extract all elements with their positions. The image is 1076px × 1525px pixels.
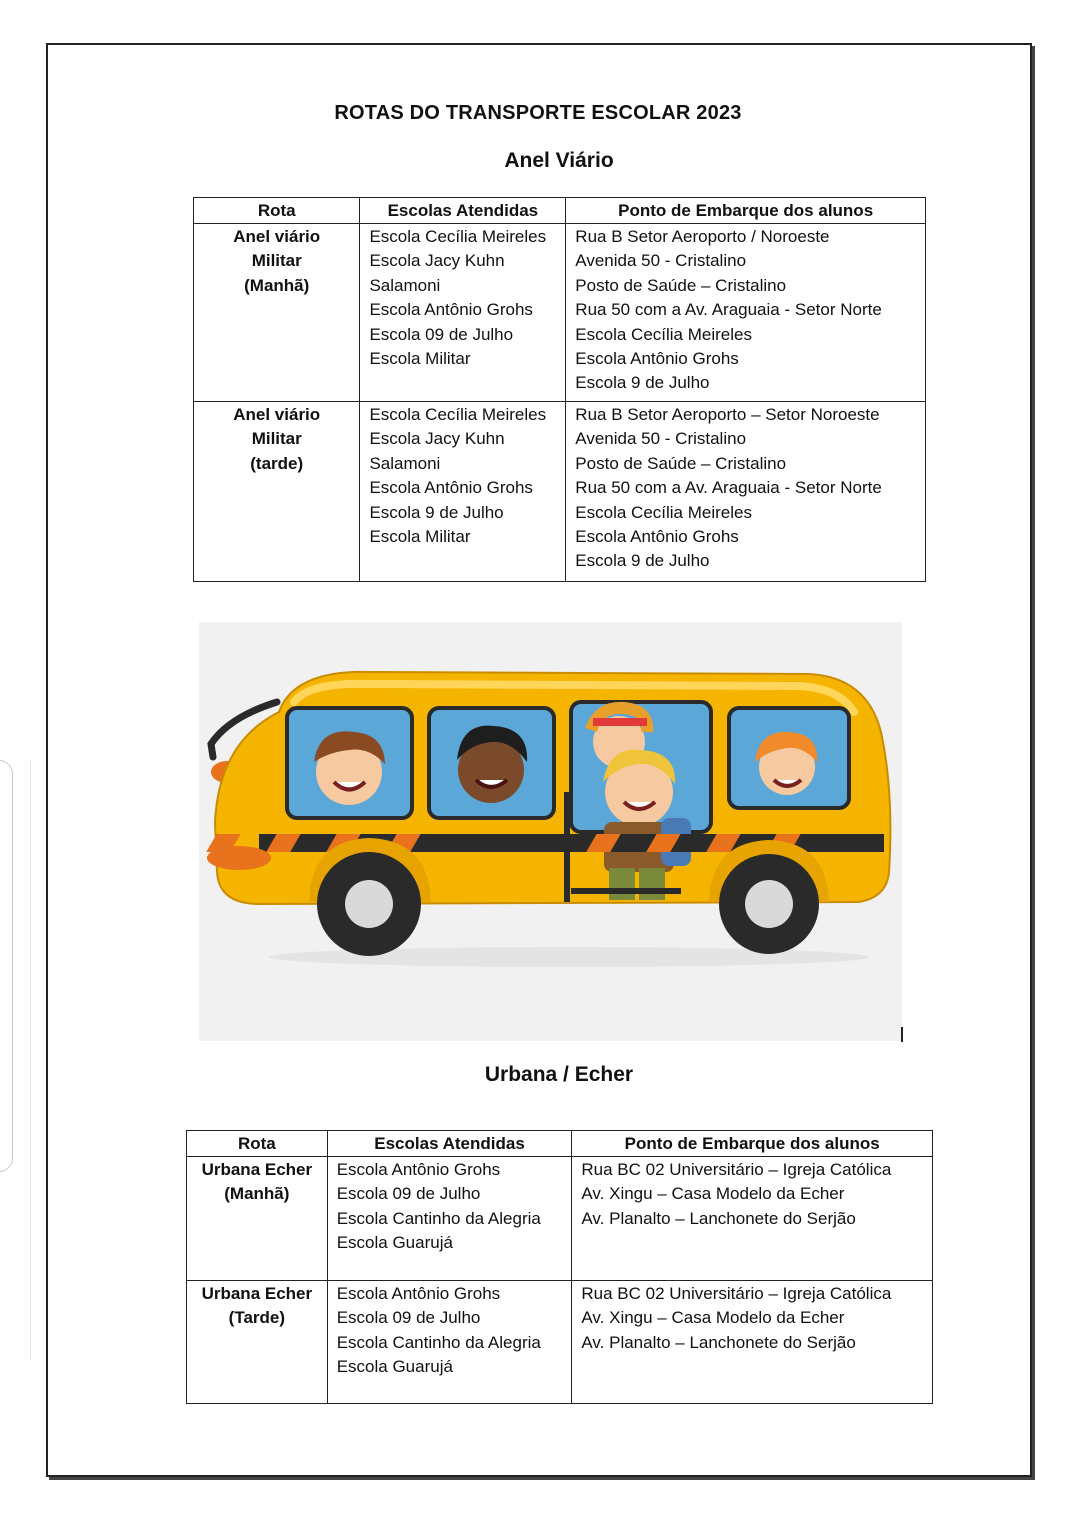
schools-cell [327,1281,572,1404]
school-item: Escola Antônio Grohs [336,1160,501,1179]
school-item: Escola Jacy Kuhn [369,429,505,449]
school-item: Escola Antônio Grohs [369,478,533,498]
stop-item: Rua 50 com a Av. Araguaia - Setor Norte [575,478,882,498]
stop-item: Escola Cecília Meireles [575,502,752,522]
header-escolas: Escolas Atendidas [360,198,566,224]
table-row [194,224,926,402]
stops-cell [572,1157,933,1281]
side-panel-handle[interactable] [0,760,13,1172]
school-item: Salamoni [369,453,441,473]
school-item: Salamoni [369,275,441,295]
route-label: Militar [251,429,302,449]
school-item: Escola Guarujá [336,1357,453,1377]
school-item: Escola Cantinho da Alegria [336,1208,541,1228]
school-item: Escola Antônio Grohs [336,1284,501,1303]
school-item: Escola Jacy Kuhn [369,251,505,271]
routes-table-anel-viario [193,197,926,582]
school-item: Escola Militar [369,349,471,369]
route-cell [187,1281,328,1404]
stop-item: Av. Planalto – Lanchonete do Serjão [581,1332,856,1352]
header-escolas: Escolas Atendidas [327,1131,572,1157]
stop-item: Escola Cecília Meireles [575,324,752,344]
school-bus-icon [199,622,902,1041]
stops-cell [566,224,926,402]
stop-item: Escola 9 de Julho [575,373,710,393]
stop-item: Rua B Setor Aeroporto / Noroeste [575,227,830,246]
header-ponto-embarque: Ponto de Embarque dos alunos [572,1131,933,1157]
table-header-row [187,1131,933,1157]
header-rota: Rota [187,1131,328,1157]
route-cell [194,224,360,402]
school-item: Escola 09 de Julho [369,324,514,344]
schools-cell [360,402,566,582]
route-label: (Manhã) [224,1184,290,1204]
routes-table-urbana-echer [186,1130,933,1404]
stray-mark [901,1027,903,1042]
stop-item: Rua 50 com a Av. Araguaia - Setor Norte [575,300,882,320]
section-title-anel-viario: Anel Viário [504,149,614,172]
stop-item: Av. Xingu – Casa Modelo da Echer [581,1184,845,1204]
stop-item: Rua BC 02 Universitário – Igreja Católica [581,1160,892,1179]
stop-item: Escola Antônio Grohs [575,527,739,547]
school-item: Escola Antônio Grohs [369,300,533,320]
school-item: Escola Militar [369,527,471,547]
route-label: Urbana Echer [201,1160,313,1179]
table-header-row [194,198,926,224]
stops-cell [566,402,926,582]
stop-item: Av. Xingu – Casa Modelo da Echer [581,1308,845,1328]
stop-item: Rua BC 02 Universitário – Igreja Católica [581,1284,892,1303]
table-row [187,1157,933,1281]
school-item: Escola Cecília Meireles [369,227,547,246]
school-bus-illustration [199,622,902,1041]
table-row [187,1281,933,1404]
stops-cell [572,1281,933,1404]
header-rota: Rota [194,198,360,224]
route-label: (Tarde) [228,1308,286,1328]
route-cell [187,1157,328,1281]
school-item: Escola 09 de Julho [336,1184,481,1204]
schools-cell [327,1157,572,1281]
route-label: (Manhã) [244,275,310,295]
route-label: Anel viário [233,227,321,246]
section-title-urbana-echer: Urbana / Echer [484,1063,634,1086]
route-label: Anel viário [233,405,321,424]
stop-item: Escola 9 de Julho [575,551,710,571]
stop-item: Posto de Saúde – Cristalino [575,275,787,295]
stop-item: Avenida 50 - Cristalino [575,429,747,449]
school-item: Escola Guarujá [336,1233,453,1253]
document-title: ROTAS DO TRANSPORTE ESCOLAR 2023 [334,102,742,124]
route-label: Militar [251,251,302,271]
school-item: Escola 09 de Julho [336,1308,481,1328]
school-item: Escola Cecília Meireles [369,405,547,424]
header-ponto-embarque: Ponto de Embarque dos alunos [566,198,926,224]
school-item: Escola 9 de Julho [369,502,504,522]
school-item: Escola Cantinho da Alegria [336,1332,541,1352]
stop-item: Av. Planalto – Lanchonete do Serjão [581,1208,856,1228]
stop-item: Posto de Saúde – Cristalino [575,453,787,473]
table-row [194,402,926,582]
side-divider [30,760,31,1360]
stop-item: Rua B Setor Aeroporto – Setor Noroeste [575,405,880,424]
route-label: Urbana Echer [201,1284,313,1303]
route-label: (tarde) [250,453,304,473]
schools-cell [360,224,566,402]
stop-item: Escola Antônio Grohs [575,349,739,369]
stop-item: Avenida 50 - Cristalino [575,251,747,271]
route-cell [194,402,360,582]
